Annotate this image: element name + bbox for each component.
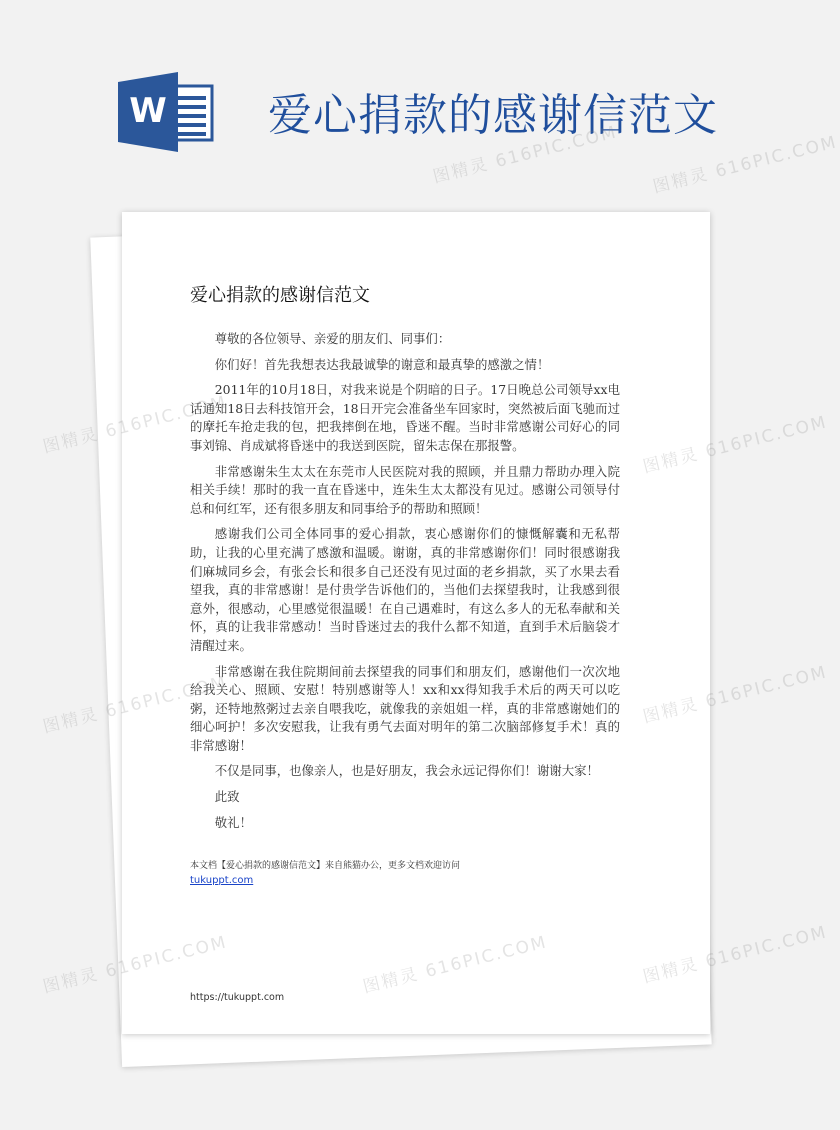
watermark: 图精灵 616PIC.COM [40, 392, 230, 458]
body-paragraph: 2011年的10月18日，对我来说是个阴暗的日子。17日晚总公司领导xx电话通知18日去科技馆开会，18日开完会准备坐车回家时，突然被后面飞驰而过的摩托车抢走我的包，把我摔倒在地，昏迷不醒。当时非常感谢公司好心的同事刘锦、肖成斌将昏迷中的我送到医院，留朱志保在那报警。 [190, 382, 620, 453]
watermark: 图精灵 616PIC.COM [640, 922, 830, 988]
document-body [190, 330, 620, 839]
word-logo [116, 72, 216, 152]
watermark: 图精灵 616PIC.COM [650, 132, 840, 198]
body-paragraph: 非常感谢朱生太太在东莞市人民医院对我的照顾，并且鼎力帮助办理入院相关手续！那时的我一直在昏迷中，连朱生太太都没有见过。感谢公司领导付总和何红军，还有很多朋友和同事给予的帮助和照顾！ [190, 463, 620, 516]
footer-link[interactable]: tukuppt.com [190, 875, 254, 886]
body-paragraph: 感谢我们公司全体同事的爱心捐款，衷心感谢你们的慷慨解囊和无私帮助，让我的心里充满了感激和温暖。谢谢，真的非常感谢你们！同时很感谢我们麻城同乡会，有张会长和很多自己还没有见过面的老乡捐款，买了水果去看望我，真的非常感谢！是付贵学告诉他们的，当他们去探望我时，让我感到很意外，很感动，心里感觉很温暖！在自己遇难时，有这么多人的无私奉献和关怀，真的让我非常感动！当时昏迷过去的我什么都不知道，直到手术后脑袋才清醒过来。 [190, 526, 620, 653]
watermark: 图精灵 616PIC.COM [40, 932, 230, 998]
banner-title: 爱心捐款的感谢信范文 [268, 90, 718, 141]
body-paragraph: 非常感谢在我住院期间前去探望我的同事们和朋友们，感谢他们一次次地给我关心、照顾、安慰！特别感谢等人！xx和xx得知我手术后的两天可以吃粥，还特地熬粥过去亲自喂我吃，就像我的亲姐姐一样，真的非常感谢她们的细心呵护！多次安慰我，让我有勇气去面对明年的第二次脑部修复手术！真的非常感谢！ [190, 663, 620, 753]
document-title: 爱心捐款的感谢信范文 [190, 285, 370, 306]
greeting-paragraph: 你们好！首先我想表达我最诚挚的谢意和最真挚的感激之情！ [214, 356, 550, 372]
watermark: 图精灵 616PIC.COM [640, 412, 830, 478]
closing-jingli: 敬礼！ [214, 814, 252, 830]
word-logo-letter: W [129, 91, 167, 131]
watermark: 图精灵 616PIC.COM [430, 122, 620, 188]
word-icon [116, 72, 216, 152]
footer-note: 本文档【爱心捐款的感谢信范文】来自熊猫办公，更多文档欢迎访问 [190, 861, 461, 871]
page-url: https://tukuppt.com [190, 992, 285, 1003]
closing-paragraph: 不仅是同事，也像亲人，也是好朋友，我会永远记得你们！谢谢大家！ [214, 763, 599, 779]
salutation: 尊敬的各位领导、亲爱的朋友们、同事们： [214, 331, 451, 346]
watermark: 图精灵 616PIC.COM [640, 662, 830, 728]
watermark: 图精灵 616PIC.COM [360, 932, 550, 998]
watermark: 图精灵 616PIC.COM [40, 672, 230, 738]
closing-cizhi: 此致 [214, 789, 240, 805]
